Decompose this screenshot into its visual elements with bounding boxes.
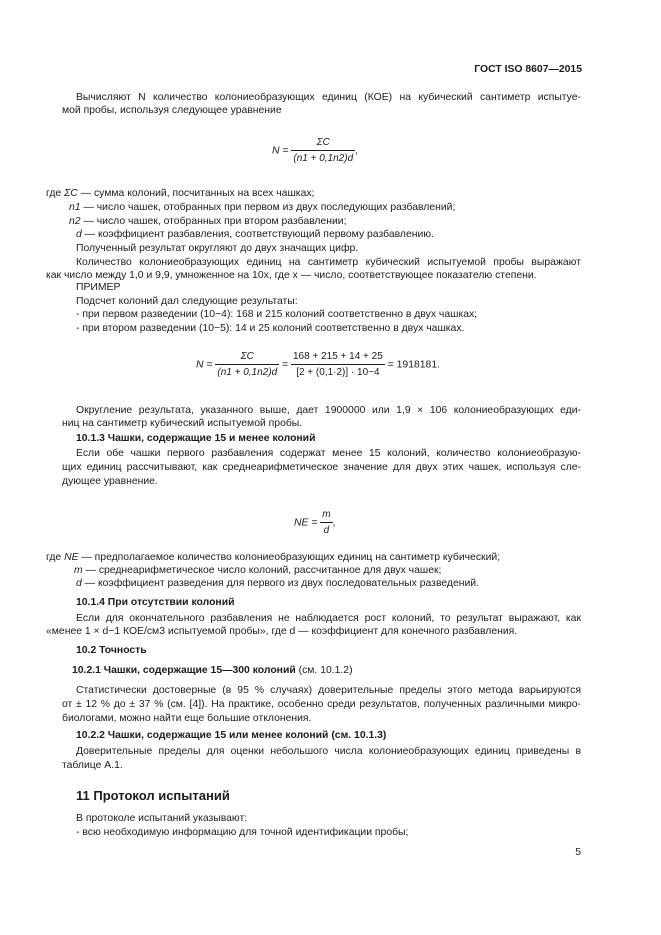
legend-1-item-1: где ΣC — сумма колоний, посчитанных на всех чашках; [46, 188, 315, 199]
document-header: ГОСТ ISO 8607—2015 [474, 64, 582, 75]
example-label: ПРИМЕР [76, 282, 121, 293]
heading-10-2-2: 10.2.2 Чашки, содержащие 15 или менее колоний (см. 10.1.3) [76, 730, 387, 741]
formula-3-lhs: NE = [294, 517, 318, 529]
formula-1-denominator: (n1 + 0,1n2)d [293, 153, 354, 164]
s1021-line-3: биологами, можно найти еще большие отклонения. [62, 713, 312, 724]
s1021-line-2: от ± 12 % до ± 37 % (см. [4]). На практике, особенно среди результатов, полученных различными микро- [62, 699, 581, 710]
formula-2: N = $\frac{\Sigma C}{(n1 + 0,1n2)d}$ = $\frac{168 + 215 + 14 + 25}{[2 + (0,1\cdot 2)] \cdot 10-4}$ = 1918181. [196, 351, 440, 378]
example-item-2: - при втором разведении (10−5): 14 и 25 колоний соответственно в двух чашках. [76, 323, 465, 334]
legend-1-item-4: d — коэффициент разбавления, соответствующий первому разбавлению. [76, 229, 434, 240]
heading-10-1-4: 10.1.4 При отсутствии колоний [76, 597, 235, 608]
legend-2-item-1: где NE — предполагаемое количество колониеобразующих единиц на сантиметр кубический; [46, 552, 501, 563]
para-express-line-2: как число между 1,0 и 9,9, умноженное на 10x, где x — число, соответствующее показателю степени. [46, 270, 537, 281]
formula-2-fraction-1: $\frac{\Sigma C}{(n1 + 0,1n2)d}$ [217, 351, 278, 378]
formula-1-fraction [291, 136, 355, 165]
formula-3-fraction: $\frac{m}{d}$ [322, 509, 331, 536]
formula-2-fraction-2: $\frac{168 + 215 + 14 + 25}{[2 + (0,1\cdot 2)] \cdot 10-4}$ [292, 351, 383, 378]
s11-item-1: - всю необходимую информацию для точной идентификации пробы; [76, 827, 409, 838]
heading-10-1-3: 10.1.3 Чашки, содержащие 15 и менее колоний [76, 433, 316, 444]
heading-10-2-1: 10.2.1 Чашки, содержащие 15—300 колоний (см. 10.1.2) [72, 665, 353, 676]
example-intro: Подсчет колоний дал следующие результаты: [76, 296, 298, 307]
s1022-line-1: Доверительные пределы для оценки небольшого числа колониеобразующих единиц приведены в [76, 746, 581, 757]
s1014-line-2: «менее 1 × d−1 КОЕ/см3 испытуемой пробы», где d — коэффициент для конечного разбавления. [46, 626, 518, 637]
formula-1-numerator: ΣC [291, 136, 355, 151]
para-round: Полученный результат округляют до двух значащих цифр. [76, 243, 359, 254]
s1014-line-1: Если для окончательного разбавления не наблюдается рост колоний, то результат выражают, как [76, 613, 581, 624]
intro-line-2: мой пробы, используя следующее уравнение [62, 105, 282, 116]
legend-2-item-2: m — среднеарифметическое число колоний, рассчитанное для двух чашек; [74, 565, 442, 576]
s1013-line-2: щих единиц рассчитывают, как среднеарифметическое значение для двух этих чашек, используя сле- [62, 462, 581, 473]
s1022-line-2: таблице А.1. [62, 760, 123, 771]
formula-1-tail: , [355, 145, 359, 157]
heading-10-2: 10.2 Точность [76, 645, 147, 656]
legend-2-item-3: d — коэффициент разведения для первого из двух последовательных разведений. [76, 578, 479, 589]
example-item-1: - при первом разведении (10−4): 168 и 215 колоний соответственно в двух чашках; [76, 309, 478, 320]
formula-2-result: = 1918181. [387, 359, 440, 371]
s1021-line-1: Статистически достоверные (в 95 % случаях) доверительные пределы этого метода варьируются [76, 685, 581, 696]
intro-line-1: Вычисляют N количество колониеобразующих единиц (КОЕ) на кубический сантиметр испытуе- [76, 92, 581, 103]
s11-intro: В протоколе испытаний указывают: [76, 813, 248, 824]
page-number: 5 [575, 847, 581, 858]
para-rounding-line-1: Округление результата, указанного выше, дает 1900000 или 1,9 × 106 колониеобразующих еди- [76, 405, 581, 416]
formula-1-lhs: N = [272, 145, 289, 157]
formula-3: NE = $\frac{m}{d}$ , [294, 509, 336, 536]
formula-2-lhs: N = [196, 359, 213, 371]
s1013-line-1: Если обе чашки первого разбавления содержат менее 15 колоний, количество колониеобразую- [76, 448, 581, 459]
legend-1-item-3: n2 — число чашек, отобранных при втором разбавлении; [69, 216, 347, 227]
heading-11: 11 Протокол испытаний [76, 788, 230, 803]
s1013-line-3: дующее уравнение. [62, 476, 158, 487]
para-rounding-line-2: ниц на сантиметр кубический испытуемой пробы. [62, 418, 303, 429]
legend-1-item-2: n1 — число чашек, отобранных при первом из двух последующих разбавлений; [69, 202, 456, 213]
formula-1 [272, 136, 358, 165]
para-express-line-1: Количество колониеобразующих единиц на сантиметр кубический испытуемой пробы выражают [76, 257, 581, 268]
